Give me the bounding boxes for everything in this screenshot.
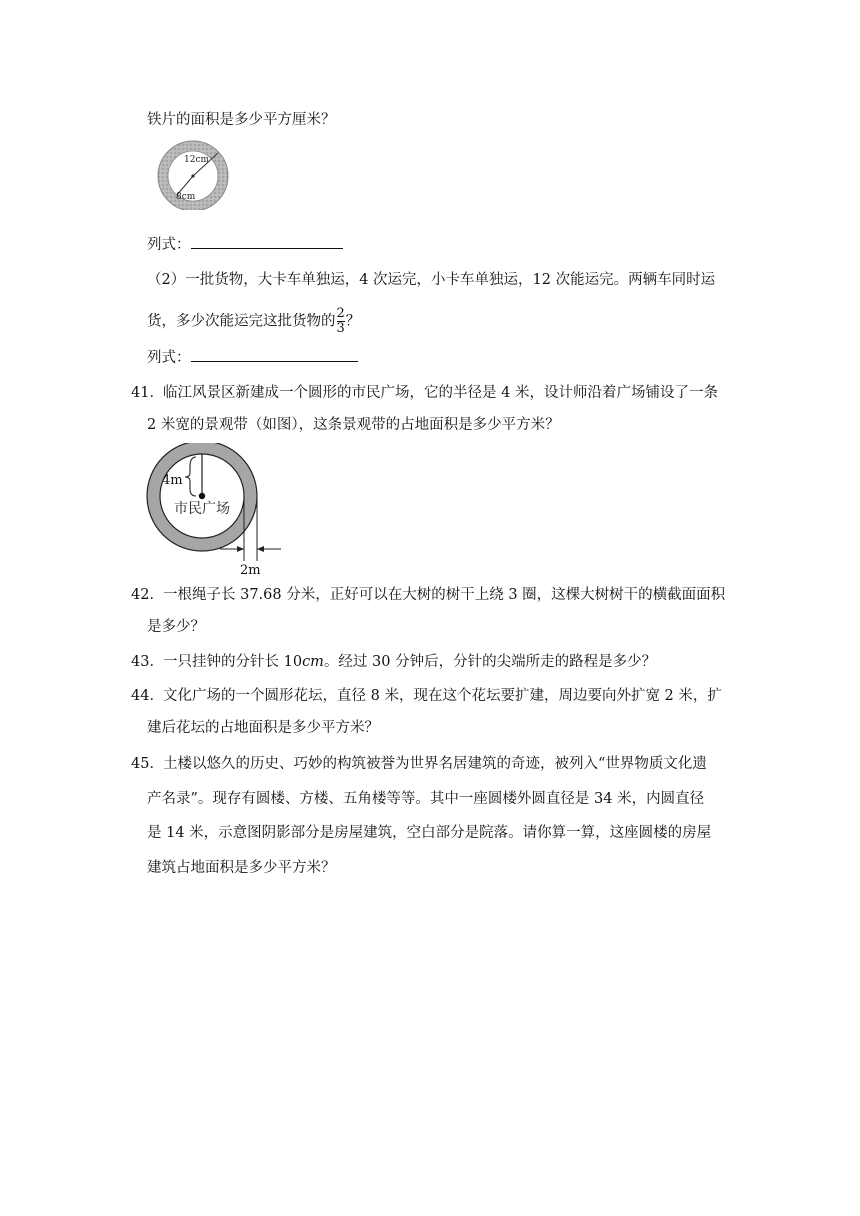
q43-unit: cm [302, 654, 324, 670]
outer-radius-label: 12cm [184, 155, 210, 165]
q45-line4: 建筑占地面积是多少平方米？ [147, 860, 336, 876]
q40-part1-text: 铁片的面积是多少平方厘米？ [147, 112, 336, 128]
q40-part2-line2 [147, 307, 360, 336]
q41-line2: 2 米宽的景观带（如图），这条景观带的占地面积是多少平方米？ [147, 417, 560, 433]
q43-line [163, 652, 656, 672]
belt-width-2m-label: 2m [240, 563, 261, 578]
formula-label: 列式： [147, 350, 191, 366]
fraction-denominator: 3 [336, 321, 345, 336]
q43-number: 43． [131, 654, 164, 670]
q41-line1: 临江风景区新建成一个圆形的市民广场，它的半径是 4 米，设计师沿着广场铺设了一条 [163, 385, 718, 401]
q45-line2: 产名录”。现存有圆楼、方楼、五角楼等等。其中一座圆楼外圆直径是 34 米，内圆直径 [147, 791, 705, 807]
annulus-iron-figure [150, 140, 240, 210]
q43-text-start: 一只挂钟的分针长 10 [163, 654, 303, 670]
radius-4m-label: 4m [162, 473, 183, 488]
q43-text-end: 。经过 30 分钟后，分针的尖端所走的路程是多少？ [323, 654, 657, 670]
q44-line1: 文化广场的一个圆形花坛，直径 8 米，现在这个花坛要扩建，周边要向外扩宽 2 米，扩 [163, 688, 722, 704]
q40-part2-formula [147, 347, 358, 368]
q40-part2-line2-text: 货，多少次能运完这批货物的 [147, 313, 336, 330]
plaza-label: 市民广场 [174, 501, 230, 517]
answer-blank-1[interactable] [191, 234, 343, 249]
inner-radius-label: 8cm [176, 192, 196, 202]
q44-line2: 建后花坛的占地面积是多少平方米？ [147, 720, 379, 736]
q40-part2-line1: （2）一批货物，大卡车单独运，4 次运完，小卡车单独运，12 次能运完。两辆车同时运 [147, 272, 716, 288]
plaza-ring-figure [140, 443, 290, 578]
answer-blank-2[interactable] [191, 347, 358, 362]
formula-label: 列式： [147, 237, 191, 253]
fraction-numerator: 2 [336, 306, 345, 321]
q42-line1: 一根绳子长 37.68 分米，正好可以在大树的树干上绕 3 圈，这棵大树树干的横截面面积 [163, 587, 726, 603]
fraction-two-thirds [337, 307, 345, 336]
q45-line1: 土楼以悠久的历史、巧妙的构筑被誉为世界名居建筑的奇迹，被列入“世界物质文化遗 [163, 756, 707, 772]
q45-line3: 是 14 米，示意图阴影部分是房屋建筑，空白部分是院落。请你算一算，这座圆楼的房屋 [147, 825, 712, 841]
q42-line2: 是多少？ [147, 619, 205, 635]
q40-part2-line2-end: ？ [345, 313, 361, 330]
q41-number: 41． [131, 385, 164, 401]
q45-number: 45． [131, 756, 164, 772]
q42-number: 42． [131, 587, 164, 603]
q40-part1-formula [147, 234, 343, 255]
q44-number: 44． [131, 688, 164, 704]
